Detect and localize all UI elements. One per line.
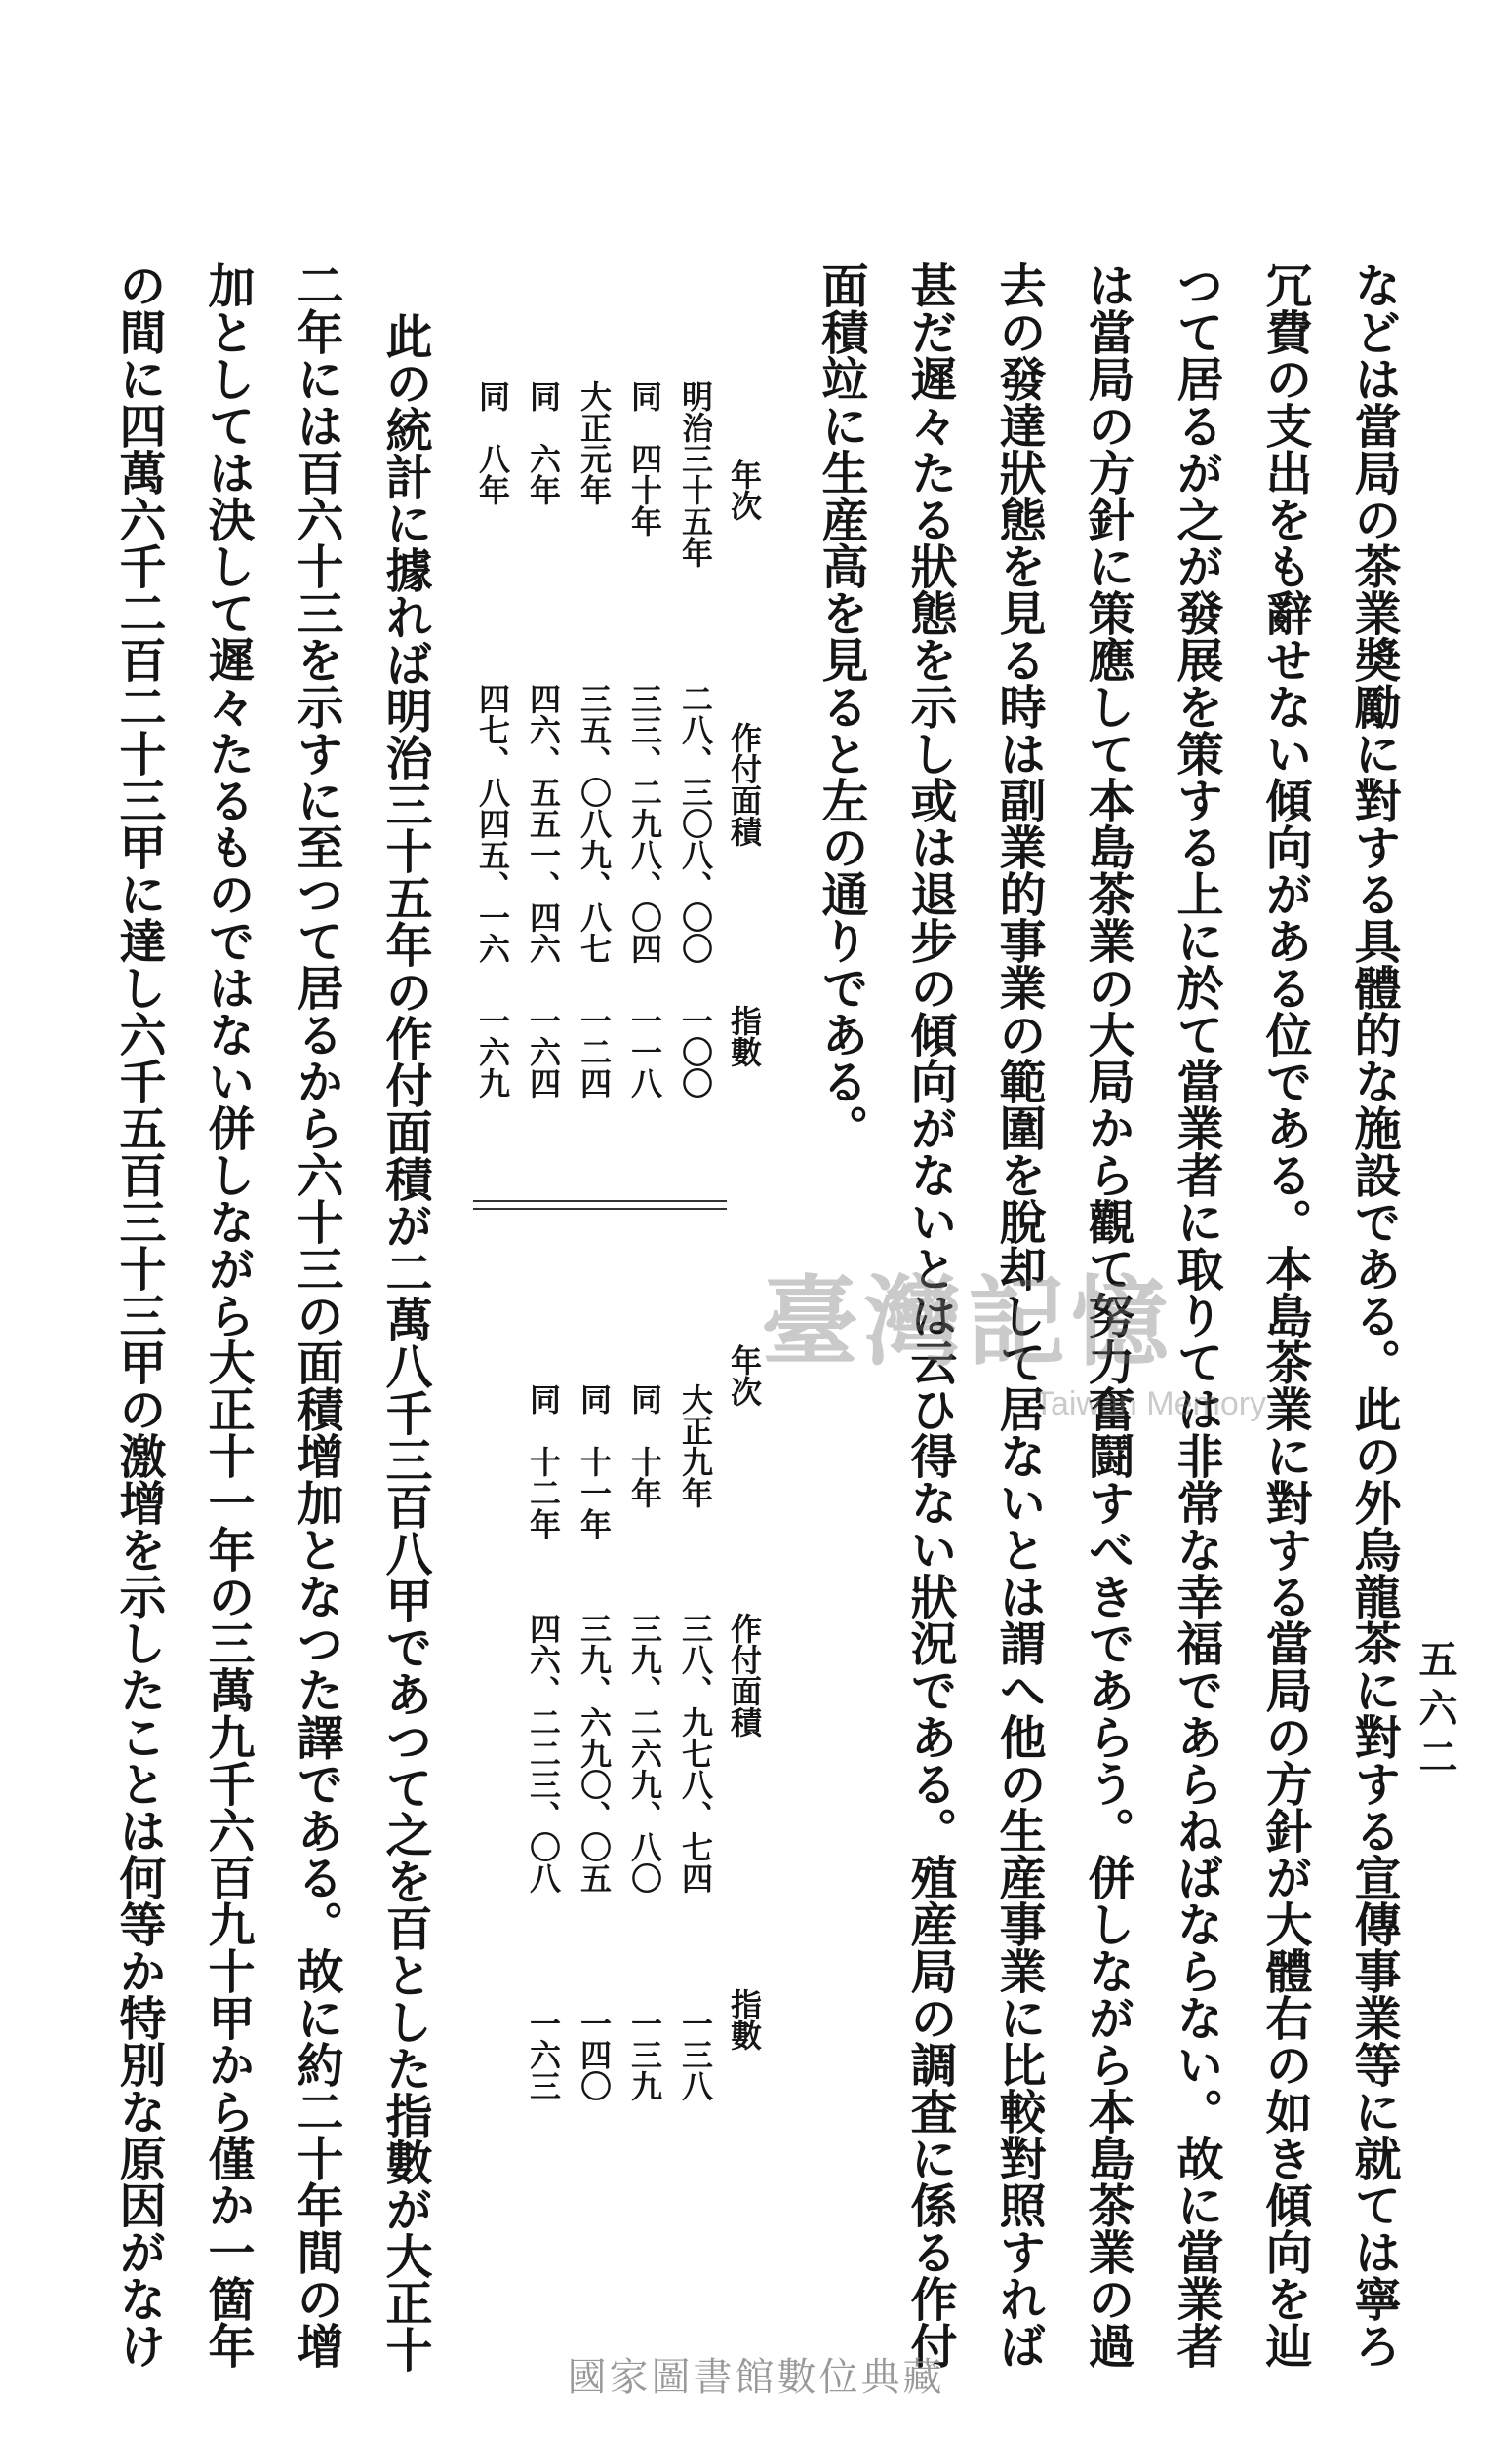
table-row <box>673 1364 718 2144</box>
row-area: 三八、九七八、七四 <box>677 1613 714 1894</box>
table-row <box>521 380 566 1122</box>
row-index: 一六三 <box>525 2008 562 2101</box>
text-column: 此の統計に據れば明治三十五年の作付面積が二萬八千三百八甲であつて之を百とした指數が大正十 <box>378 312 432 2373</box>
header-year: 年次 <box>726 459 763 521</box>
page-number: 五六二 <box>1413 1639 1458 1785</box>
table-row <box>572 1364 617 2144</box>
text-column: 加としては決して遲々たるものではない併しながら大正十一年の三萬九千六百九十甲から僅か一箇年 <box>200 261 255 2369</box>
row-year: 同 十年 <box>626 1383 663 1508</box>
table-row <box>622 380 667 1122</box>
header-year: 年次 <box>726 1344 763 1407</box>
row-index: 一〇〇 <box>677 1005 714 1099</box>
row-year: 同 十二年 <box>525 1383 562 1539</box>
header-index: 指數 <box>726 1988 763 2051</box>
text-column: つて居るが之が發展を策する上に於て當業者に取りては非常な幸福であらねばならない。故に當業者 <box>1169 261 1223 2369</box>
table-divider <box>473 1200 727 1210</box>
header-area: 作付面積 <box>726 722 763 847</box>
text-column: 面積竝に生産高を見ると左の通りである。 <box>814 261 868 1151</box>
text-column: 甚だ遲々たる狀態を示し或は退步の傾向がないとは云ひ得ない狀況である。殖産局の調査に係る作付 <box>902 261 957 2369</box>
row-area: 四六、二二三、〇八 <box>525 1613 562 1894</box>
table-row <box>622 1364 667 2144</box>
row-index: 一四〇 <box>576 2008 613 2101</box>
header-area: 作付面積 <box>726 1613 763 1738</box>
row-index: 一一八 <box>626 1005 663 1099</box>
table-row <box>572 380 617 1122</box>
text-column: などは當局の茶業奬勵に對する具體的な施設である。此の外烏龍茶に對する宣傳事業等に就ては寧ろ <box>1346 261 1401 2369</box>
row-index: 一二四 <box>576 1005 613 1099</box>
row-index: 一三八 <box>677 2008 714 2101</box>
text-column: の間に四萬六千二百二十三甲に達し六千五百三十三甲の激增を示したことは何等か特別な原因がなけ <box>111 261 166 2369</box>
text-column: 去の發達狀態を見る時は副業的事業の範圍を脫却して居ないとは謂へ他の生産事業に比較對照すれば <box>991 261 1046 2369</box>
row-area: 二八、三〇八、〇〇 <box>677 683 714 964</box>
archive-watermark <box>761 1259 1307 1473</box>
row-year: 大正元年 <box>576 380 613 505</box>
row-year: 同 四十年 <box>626 380 663 537</box>
row-year: 同 八年 <box>474 380 511 505</box>
watermark-subtext: Taiwan Memory <box>1034 1385 1267 1422</box>
row-area: 三九、六九〇、〇五 <box>576 1613 613 1894</box>
row-year: 大正九年 <box>677 1383 714 1508</box>
row-area: 三九、二六九、八〇 <box>626 1613 663 1894</box>
table-row <box>673 380 718 1122</box>
row-area: 三三、二九八、〇四 <box>626 683 663 964</box>
row-year: 同 十一年 <box>576 1383 613 1539</box>
table-row <box>470 380 515 1122</box>
archive-footer: 國家圖書館數位典藏 <box>567 2355 945 2400</box>
row-area: 四六、五五一、四六 <box>525 683 562 964</box>
watermark-text: 臺灣記憶 <box>761 1264 1174 1379</box>
table-left-header <box>722 459 767 1141</box>
row-index: 一六四 <box>525 1005 562 1099</box>
text-column: は當局の方針に策應して本島茶業の大局から觀て努力奮鬪すべきであらう。併しながら本島茶業の過 <box>1080 261 1134 2369</box>
table-row <box>521 1364 566 2144</box>
row-area: 四七、八四五、一六 <box>474 683 511 964</box>
header-index: 指數 <box>726 1005 763 1067</box>
row-year: 明治三十五年 <box>677 380 714 568</box>
row-index: 一三九 <box>626 2008 663 2101</box>
text-column: 冗費の支出をも辭せない傾向がある位である。本島茶業に對する當局の方針が大體右の如き傾向を辿 <box>1257 261 1312 2369</box>
text-column: 二年には百六十三を示すに至つて居るから六十三の面積增加となつた譯である。故に約二十年間の增 <box>289 261 343 2369</box>
row-index: 一六九 <box>474 1005 511 1099</box>
row-area: 三五、〇八九、八七 <box>576 683 613 964</box>
row-year: 同 六年 <box>525 380 562 505</box>
